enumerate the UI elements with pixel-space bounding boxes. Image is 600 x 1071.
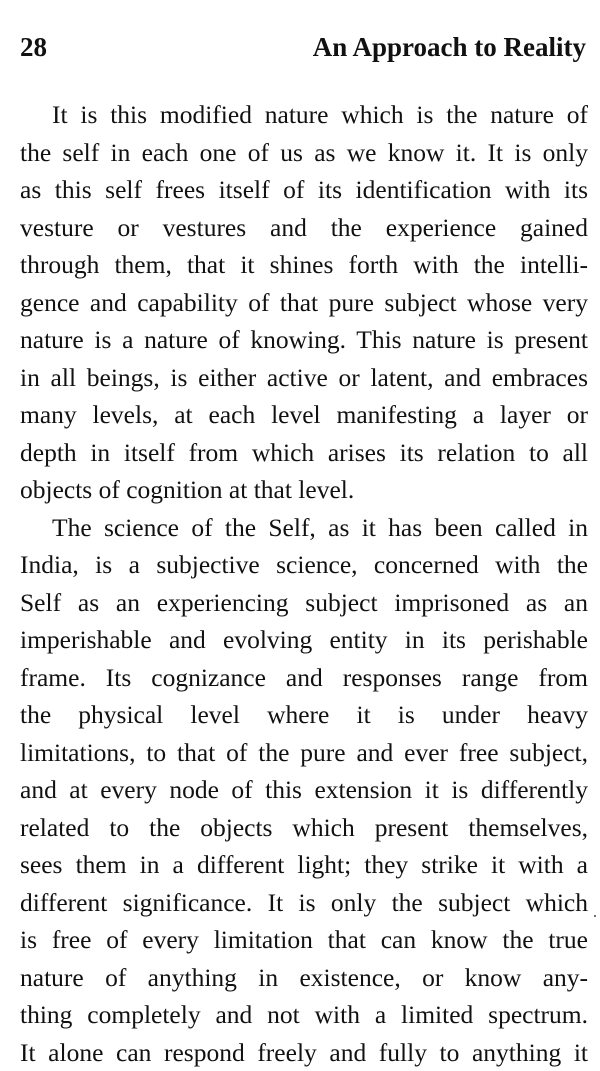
text-line: depth in itself from which arises its relation to all [20, 434, 588, 472]
running-title: An Approach to Reality [313, 32, 586, 63]
text-line: imperishable and evolving entity in its perishable [20, 621, 588, 659]
text-line: sees them in a different light; they strike it with a [20, 846, 588, 884]
text-line: vesture or vestures and the experience gained [20, 209, 588, 247]
text-line: thing completely and not with a limited spectrum. [20, 996, 588, 1034]
text-line: It is this modified nature which is the nature of [20, 96, 588, 134]
text-line: gence and capability of that pure subject whose very [20, 284, 588, 322]
text-line: related to the objects which present themselves, [20, 809, 588, 847]
text-line: frame. Its cognizance and responses range from [20, 659, 588, 697]
paragraph-2 [20, 509, 588, 1071]
text-line: as this self frees itself of its identification with its [20, 171, 588, 209]
text-line: nature of anything in existence, or know any- [20, 959, 588, 997]
body-text [20, 96, 588, 1071]
text-line: It alone can respond freely and fully to anything it [20, 1034, 588, 1071]
text-line: in all beings, is either active or latent, and embraces [20, 359, 588, 397]
text-line: many levels, at each level manifesting a layer or [20, 396, 588, 434]
text-line: objects of cognition at that level. [20, 471, 588, 509]
text-line: different significance. It is only the subject which [20, 884, 588, 922]
text-line: the physical level where it is under heavy [20, 696, 588, 734]
running-head [0, 32, 600, 72]
text-line: nature is a nature of knowing. This nature is present [20, 321, 588, 359]
text-line: is free of every limitation that can know the true [20, 921, 588, 959]
text-line: through them, that it shines forth with the intelli- [20, 246, 588, 284]
page-number: 28 [20, 32, 47, 63]
text-line: limitations, to that of the pure and ever free subject, [20, 734, 588, 772]
text-line: The science of the Self, as it has been called in [20, 509, 588, 547]
text-line: India, is a subjective science, concerned with the [20, 546, 588, 584]
text-line: Self as an experiencing subject imprisoned as an [20, 584, 588, 622]
paragraph-1 [20, 96, 588, 509]
text-line: and at every node of this extension it is differently [20, 771, 588, 809]
print-speck [594, 915, 596, 917]
text-line: the self in each one of us as we know it. It is only [20, 134, 588, 172]
